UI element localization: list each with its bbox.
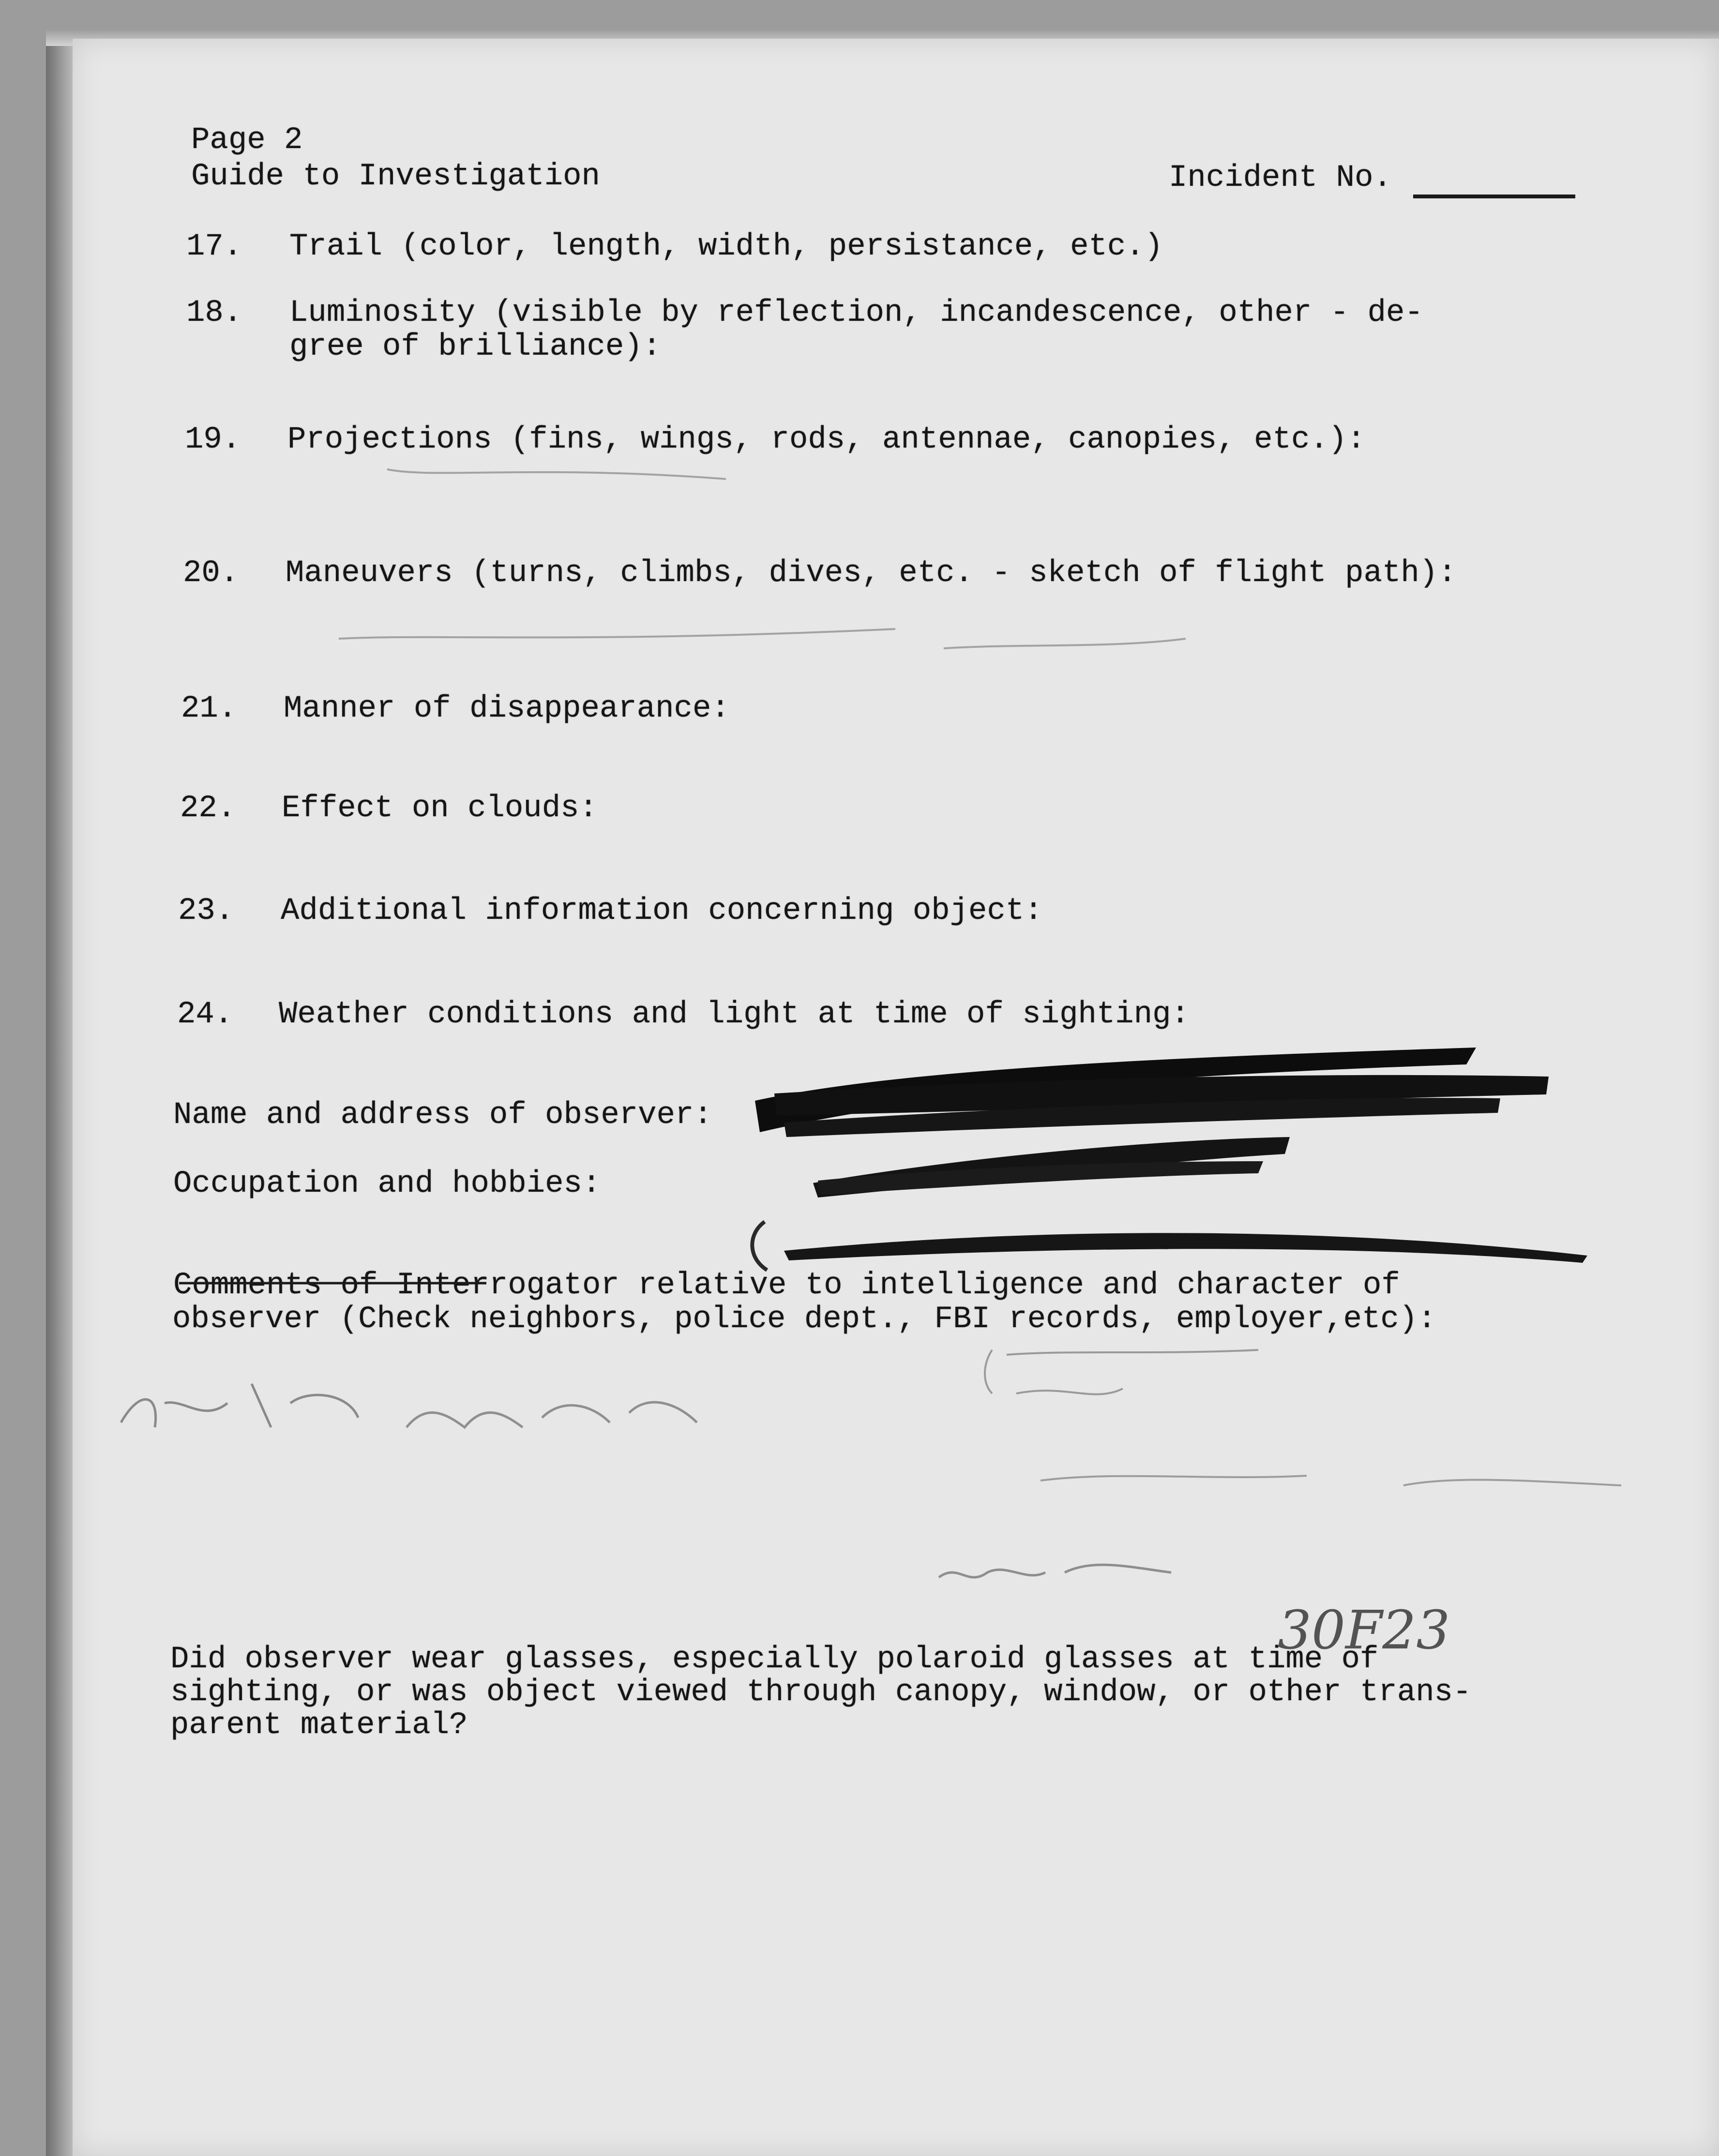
item-text: Trail (color, length, width, persistance, etc.)	[289, 229, 1163, 264]
item-number: 19.	[185, 422, 241, 457]
form-title: Guide to Investigation	[191, 159, 600, 194]
page-label: Page 2	[191, 123, 303, 158]
item-number: 24.	[177, 997, 233, 1032]
incident-number-label: Incident No.	[1169, 161, 1392, 195]
item-text: Effect on clouds:	[282, 791, 598, 826]
item-text: Luminosity (visible by reflection, incandescence, other - de-	[289, 296, 1423, 330]
item-number: 17.	[186, 229, 242, 264]
item-text-continuation: gree of brilliance):	[289, 329, 662, 364]
glasses-question-line3: parent material?	[170, 1708, 468, 1743]
item-number: 18.	[186, 296, 242, 330]
item-number: 23.	[178, 894, 234, 928]
observer-occupation-label: Occupation and hobbies:	[173, 1167, 601, 1201]
item-text: Manner of disappearance:	[284, 691, 730, 726]
observer-name-label: Name and address of observer:	[173, 1098, 712, 1133]
comments-label-line2: observer (Check neighbors, police dept., FBI records, employer,etc):	[172, 1302, 1436, 1337]
comments-label-line1: Comments of Interrogator relative to intelligence and character of	[173, 1268, 1400, 1303]
item-text: Maneuvers (turns, climbs, dives, etc. - sketch of flight path):	[286, 556, 1457, 591]
glasses-question-line2: sighting, or was object viewed through canopy, window, or other trans-	[170, 1675, 1472, 1710]
item-text: Projections (fins, wings, rods, antennae, canopies, etc.):	[287, 422, 1366, 457]
item-text: Additional information concerning object:	[281, 894, 1043, 928]
item-number: 21.	[181, 691, 237, 726]
item-number: 20.	[183, 556, 239, 591]
item-number: 22.	[180, 791, 236, 826]
glasses-question-line1: Did observer wear glasses, especially polaroid glasses at time of	[170, 1642, 1379, 1677]
handwritten-reference: 30F23	[1278, 1599, 1450, 1661]
item-text: Weather conditions and light at time of sighting:	[279, 997, 1190, 1032]
